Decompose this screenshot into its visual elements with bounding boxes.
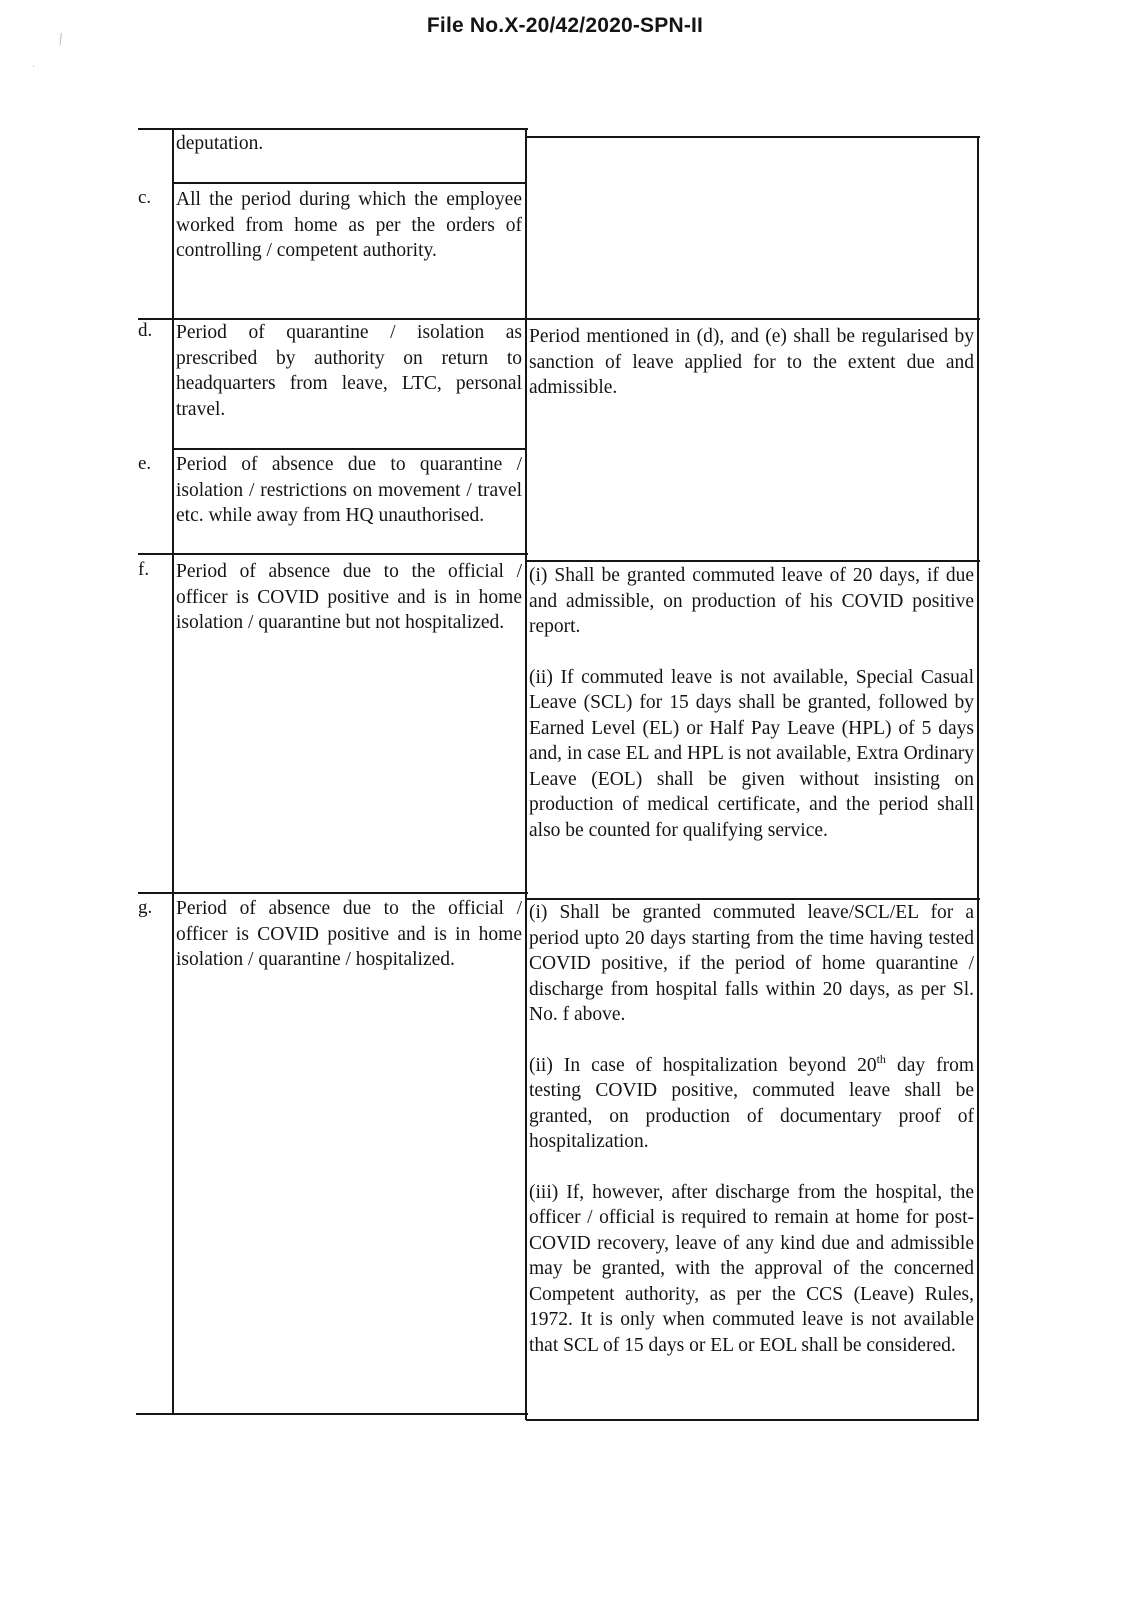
- remarks-paragraph: Period mentioned in (d), and (e) shall be regularised by sanction of leave applied for to the extent due and admissible.: [529, 326, 974, 398]
- row-particulars: deputation.: [176, 133, 264, 154]
- row-particulars: Period of quarantine / isolation as prescribed by authority on return to headquarters from leave, LTC, personal travel.: [176, 322, 522, 420]
- row-remarks: [529, 900, 974, 1358]
- serial-number: c.: [138, 187, 152, 208]
- row-particulars: Period of absence due to the official / officer is COVID positive and is in home isolation / quarantine / hospitalized.: [176, 898, 522, 970]
- table-rule: [136, 1413, 528, 1415]
- row-remarks: [529, 563, 974, 843]
- scan-mark: ·: [32, 62, 36, 73]
- remarks-text: day from testing COVID positive, commuted leave shall be granted, on production of documentary proof of hospitalization.: [529, 1054, 974, 1152]
- serial-number: e.: [138, 453, 152, 474]
- row-particulars: All the period during which the employee worked from home as per the orders of controlling / competent authority.: [176, 189, 522, 261]
- remarks-paragraph: [529, 1053, 974, 1155]
- serial-number: g.: [138, 897, 153, 918]
- row-particulars: Period of absence due to the official / officer is COVID positive and is in home isolation / quarantine but not hospitalized.: [176, 561, 522, 633]
- ordinal-suffix: th: [876, 1051, 886, 1066]
- table-rule: [174, 182, 527, 184]
- table-rule: [525, 128, 527, 1420]
- remarks-text: (ii) In case of hospitalization beyond 20: [529, 1054, 877, 1076]
- table-rule: [977, 136, 979, 1421]
- table-rule: [174, 448, 527, 450]
- table-rule: [526, 1419, 979, 1421]
- scan-mark: ⁄: [56, 32, 66, 48]
- file-number: File No.X-20/42/2020-SPN-II: [426, 14, 704, 37]
- remarks-paragraph: (ii) If commuted leave is not available, Special Casual Leave (SCL) for 15 days shall be granted, followed by Earned Level (EL) or Half Pay Leave (HPL) of 5 days and, in case EL and HPL is not available, Extra Ordinary Leave (EOL) shall be given without insisting on production of medical certificate, and the period shall also be counted for qualifying service.: [529, 666, 974, 841]
- row-remarks: [529, 324, 974, 401]
- remarks-paragraph: (iii) If, however, after discharge from the hospital, the officer / official is required to remain at home for post-COVID recovery, leave of any kind due and admissible may be granted, with the approval of the concerned Competent authority, as per the CCS (Leave) Rules, 1972. It is only when commuted leave is not available that SCL of 15 days or EL or EOL shall be considered.: [529, 1181, 974, 1356]
- table-rule: [138, 553, 528, 555]
- table-rule: [526, 136, 980, 138]
- serial-number: d.: [138, 320, 153, 341]
- table-rule: [138, 892, 528, 894]
- row-particulars: Period of absence due to quarantine / isolation / restrictions on movement / travel etc. while away from HQ unauthorised.: [176, 454, 522, 526]
- remarks-paragraph: (i) Shall be granted commuted leave/SCL/EL for a period upto 20 days starting from the time having tested COVID positive, if the period of home quarantine / discharge from hospital falls within 20 days, as per Sl. No. f above.: [529, 902, 974, 1025]
- remarks-paragraph: (i) Shall be granted commuted leave of 20 days, if due and admissible, on production of his COVID positive report.: [529, 565, 974, 637]
- table-rule: [172, 128, 174, 1415]
- table-rule: [526, 560, 980, 562]
- table-rule: [138, 128, 528, 130]
- serial-number: f.: [138, 559, 150, 580]
